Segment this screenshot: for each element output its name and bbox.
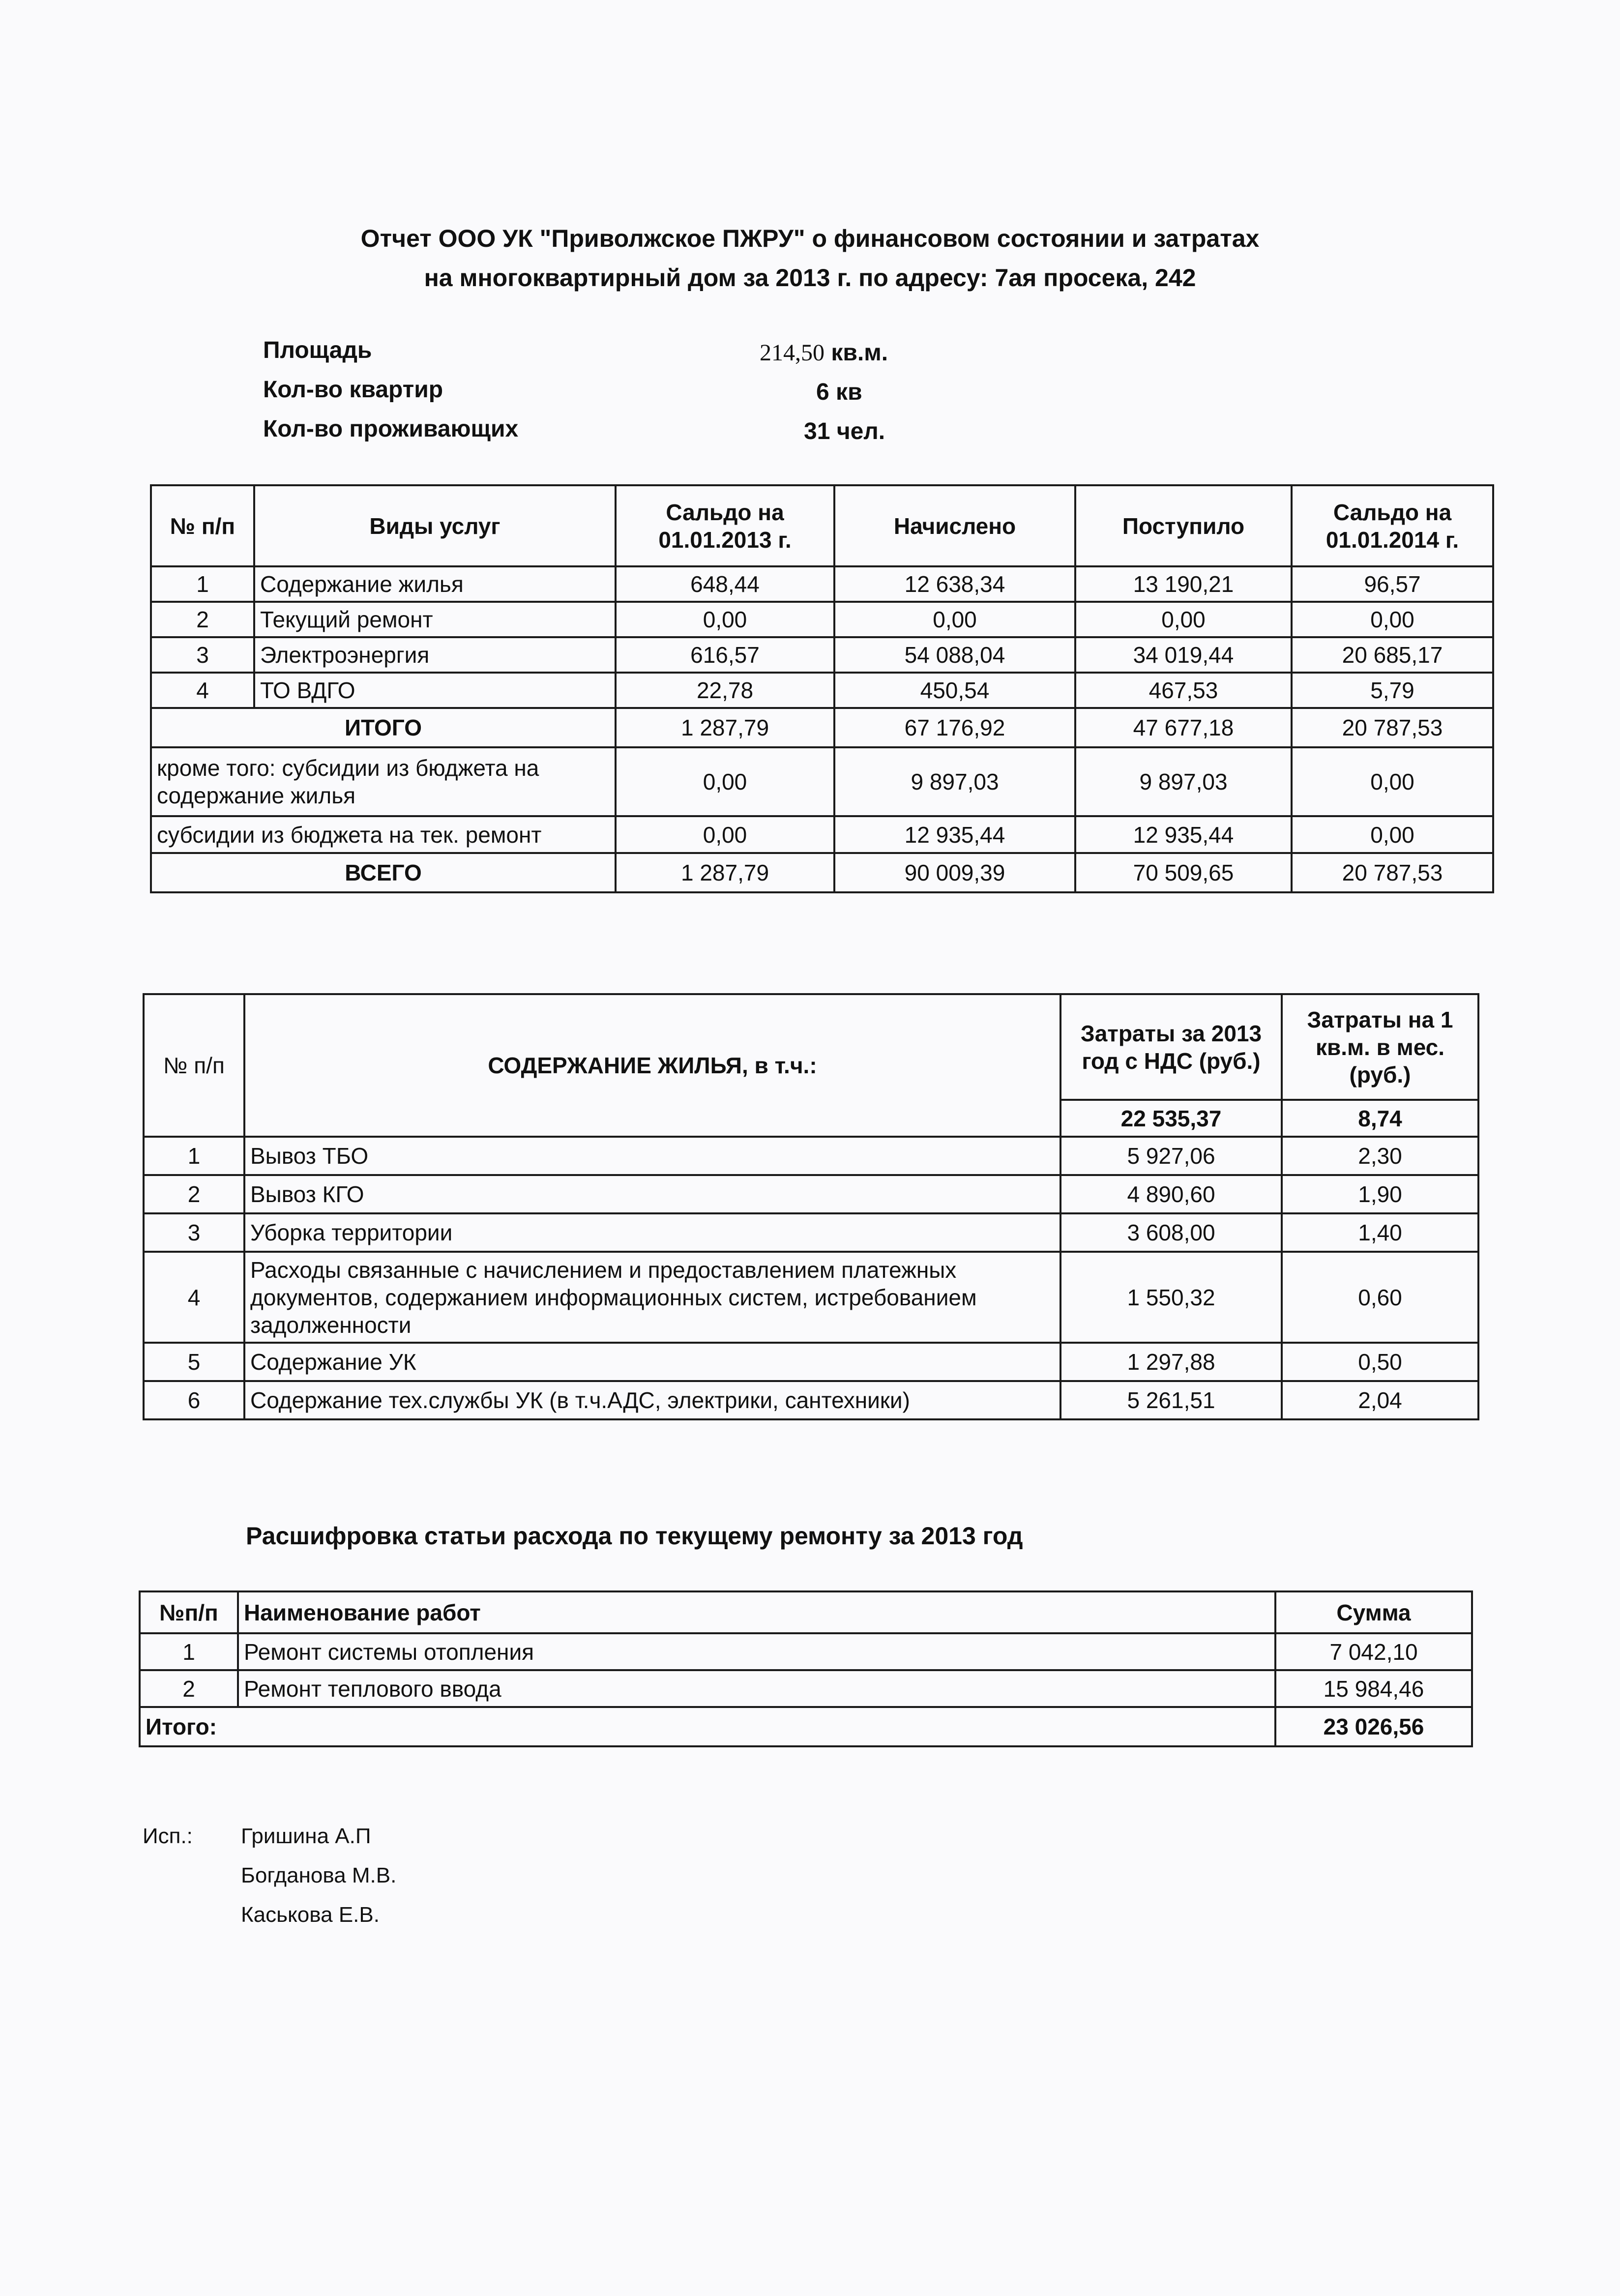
col-balance-end: Сальдо на 01.01.2014 г. [1292,485,1493,566]
repair-total-label: Итого: [140,1707,1275,1746]
apartments-number: 6 [816,379,829,405]
report-title [0,219,1620,297]
total-annual-cost: 22 535,37 [1060,1100,1282,1137]
apartments-unit: кв [836,379,862,405]
service-name: Содержание жилья [254,566,616,602]
subsidy-housing-balance-end: 0,00 [1292,747,1493,816]
service-name: ТО ВДГО [254,673,616,708]
maintenance-header-row [144,994,1478,1100]
itogo-accrued: 67 176,92 [834,708,1075,747]
balance-end: 0,00 [1292,602,1493,637]
subsidy-housing-row [151,747,1493,816]
area-label: Площадь [263,337,372,363]
balance-end: 96,57 [1292,566,1493,602]
itogo-balance-end: 20 787,53 [1292,708,1493,747]
work-sum: 15 984,46 [1275,1670,1472,1707]
balance-start: 22,78 [616,673,834,708]
itogo-balance-start: 1 287,79 [616,708,834,747]
work-sum: 7 042,10 [1275,1633,1472,1670]
subsidy-repair-balance-start: 0,00 [616,816,834,853]
apartments-value [816,379,862,406]
balance-start: 616,57 [616,637,834,673]
accrued: 0,00 [834,602,1075,637]
table-row [144,1343,1478,1381]
service-name: Текущий ремонт [254,602,616,637]
work-name: Ремонт системы отопления [238,1633,1275,1670]
annual-cost: 5 927,06 [1060,1137,1282,1175]
accrued: 54 088,04 [834,637,1075,673]
col-received: Поступило [1075,485,1292,566]
residents-number: 31 [804,418,830,444]
vsego-label: ВСЕГО [151,853,616,892]
repair-table [139,1590,1473,1747]
col-work-name: Наименование работ [238,1591,1275,1633]
annual-cost: 5 261,51 [1060,1381,1282,1419]
report-title-line2: на многоквартирный дом за 2013 г. по адресу: 7ая просека, 242 [424,264,1196,292]
item-name: Уборка территории [244,1213,1060,1252]
table-row [144,1252,1478,1343]
item-name: Расходы связанные с начислением и предоставлением платежных документов, содержанием информационных систем, истребованием задолженности [244,1252,1060,1343]
item-name: Содержание УК [244,1343,1060,1381]
col-number: № п/п [151,485,254,566]
repair-total-row [140,1707,1472,1746]
subsidy-repair-row [151,816,1493,853]
received: 34 019,44 [1075,637,1292,673]
cost-per-sqm: 0,50 [1282,1343,1478,1381]
annual-cost: 1 297,88 [1060,1343,1282,1381]
work-name: Ремонт теплового ввода [238,1670,1275,1707]
col-cost-per-sqm: Затраты на 1 кв.м. в мес. (руб.) [1282,994,1478,1100]
vsego-balance-start: 1 287,79 [616,853,834,892]
executors-label: Исп.: [143,1824,193,1848]
table-row [151,673,1493,708]
subsidy-repair-received: 12 935,44 [1075,816,1292,853]
col-service: Виды услуг [254,485,616,566]
total-cost-per-sqm: 8,74 [1282,1100,1478,1137]
col-annual-cost: Затраты за 2013 год с НДС (руб.) [1060,994,1282,1100]
annual-cost: 4 890,60 [1060,1175,1282,1213]
row-number: 2 [144,1175,244,1213]
col-balance-start: Сальдо на 01.01.2013 г. [616,485,834,566]
col-maintenance: СОДЕРЖАНИЕ ЖИЛЬЯ, в т.ч.: [244,994,1060,1137]
table-row [144,1137,1478,1175]
row-number: 1 [140,1633,238,1670]
row-number: 1 [144,1137,244,1175]
row-number: 2 [151,602,254,637]
residents-value [804,418,885,445]
row-number: 3 [151,637,254,673]
subsidy-repair-label: субсидии из бюджета на тек. ремонт [151,816,616,853]
row-number: 1 [151,566,254,602]
received: 0,00 [1075,602,1292,637]
repair-total-value: 23 026,56 [1275,1707,1472,1746]
repair-section-title: Расшифровка статьи расхода по текущему ремонту за 2013 год [246,1522,1023,1550]
row-number: 4 [144,1252,244,1343]
executors-list [241,1817,396,1935]
executor-name: Гришина А.П [241,1824,371,1848]
table-row [151,566,1493,602]
row-number: 4 [151,673,254,708]
residents-unit: чел. [836,418,885,444]
subsidy-housing-received: 9 897,03 [1075,747,1292,816]
area-value [760,339,888,366]
col-number: №п/п [140,1591,238,1633]
balance-end: 20 685,17 [1292,637,1493,673]
cost-per-sqm: 0,60 [1282,1252,1478,1343]
cost-per-sqm: 1,40 [1282,1213,1478,1252]
col-accrued: Начислено [834,485,1075,566]
apartments-label: Кол-во квартир [263,377,443,403]
maintenance-table [143,993,1479,1420]
vsego-row [151,853,1493,892]
cost-per-sqm: 1,90 [1282,1175,1478,1213]
row-number: 6 [144,1381,244,1419]
subsidy-housing-accrued: 9 897,03 [834,747,1075,816]
area-unit: кв.м. [831,340,888,366]
annual-cost: 1 550,32 [1060,1252,1282,1343]
item-name: Содержание тех.службы УК (в т.ч.АДС, электрики, сантехники) [244,1381,1060,1419]
item-name: Вывоз КГО [244,1175,1060,1213]
row-number: 5 [144,1343,244,1381]
residents-label: Кол-во проживающих [263,416,519,442]
table-row [140,1633,1472,1670]
repair-header-row [140,1591,1472,1633]
col-number: № п/п [144,994,244,1137]
received: 13 190,21 [1075,566,1292,602]
executor-name: Каськова Е.В. [241,1903,380,1927]
itogo-received: 47 677,18 [1075,708,1292,747]
service-name: Электроэнергия [254,637,616,673]
cost-per-sqm: 2,30 [1282,1137,1478,1175]
finance-table [150,484,1494,893]
balance-end: 5,79 [1292,673,1493,708]
table-row [144,1213,1478,1252]
report-title-line1: Отчет ООО УК "Приволжское ПЖРУ" о финансовом состоянии и затратах [360,225,1260,252]
vsego-received: 70 509,65 [1075,853,1292,892]
finance-header-row [151,485,1493,566]
subsidy-housing-balance-start: 0,00 [616,747,834,816]
received: 467,53 [1075,673,1292,708]
item-name: Вывоз ТБО [244,1137,1060,1175]
vsego-accrued: 90 009,39 [834,853,1075,892]
row-number: 3 [144,1213,244,1252]
table-row [151,637,1493,673]
subsidy-repair-accrued: 12 935,44 [834,816,1075,853]
executor-name: Богданова М.В. [241,1863,397,1887]
table-row [144,1175,1478,1213]
table-row [151,602,1493,637]
annual-cost: 3 608,00 [1060,1213,1282,1252]
accrued: 12 638,34 [834,566,1075,602]
balance-start: 0,00 [616,602,834,637]
col-sum: Сумма [1275,1591,1472,1633]
balance-start: 648,44 [616,566,834,602]
subsidy-repair-balance-end: 0,00 [1292,816,1493,853]
table-row [144,1381,1478,1419]
accrued: 450,54 [834,673,1075,708]
itogo-label: ИТОГО [151,708,616,747]
subsidy-housing-label: кроме того: субсидии из бюджета на содержание жилья [151,747,616,816]
vsego-balance-end: 20 787,53 [1292,853,1493,892]
row-number: 2 [140,1670,238,1707]
area-number: 214,50 [760,340,825,366]
table-row [140,1670,1472,1707]
cost-per-sqm: 2,04 [1282,1381,1478,1419]
itogo-row [151,708,1493,747]
